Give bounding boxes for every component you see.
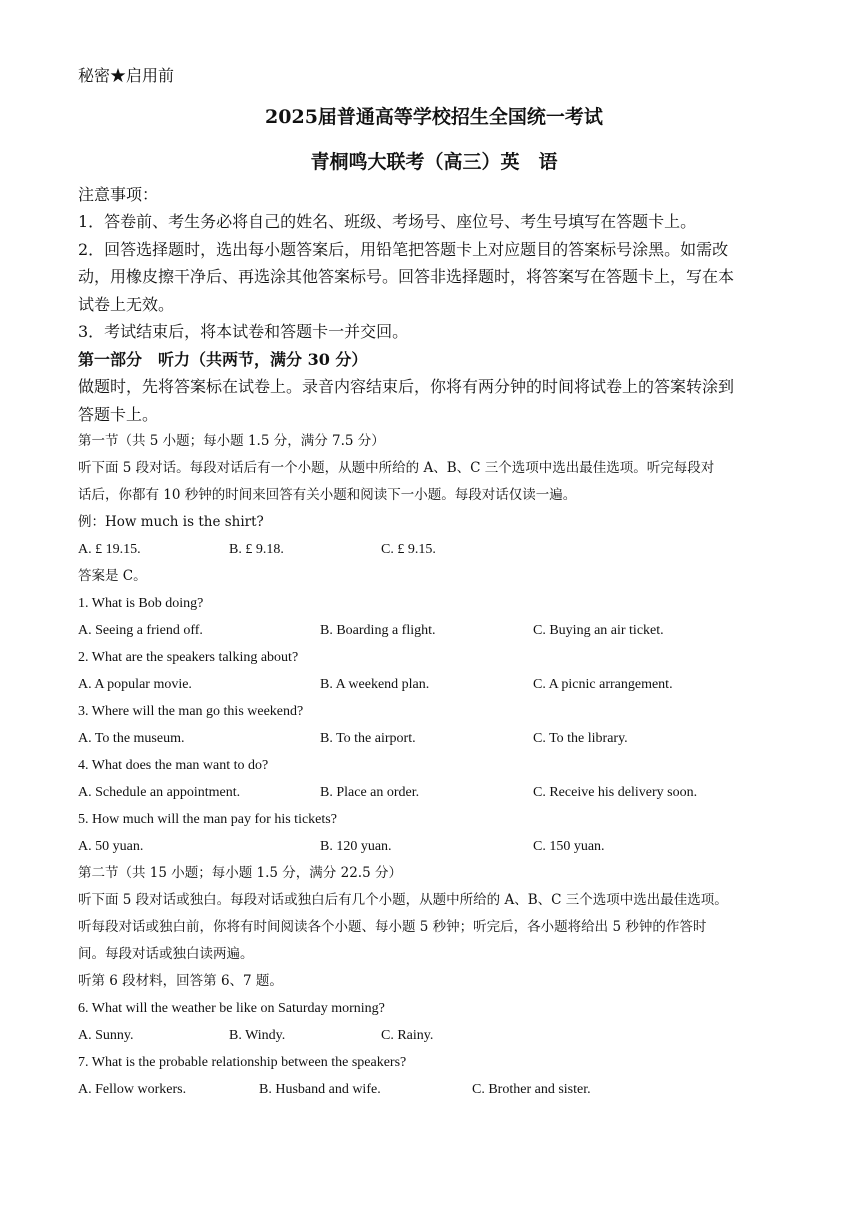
section1-questions [78, 590, 790, 860]
option-c: C. Rainy. [381, 1028, 434, 1043]
option-a: A. To the museum. [78, 731, 185, 746]
question-options [78, 833, 790, 860]
example-option-b: B. £ 9.18. [229, 542, 284, 557]
notes-heading: 注意事项： [78, 184, 159, 204]
section1-instructions-line-1: 听下面 5 段对话。每段对话后有一个小题，从题中所给的 A、B、C 三个选项中选出最佳选项。听完每段对 [78, 460, 715, 476]
question-text: 1. What is Bob doing? [78, 596, 204, 611]
section2-instructions-line-1: 听下面 5 段对话或独白。每段对话或独白后有几个小题，从题中所给的 A、B、C 三个选项中选出最佳选项。 [78, 892, 728, 908]
option-b: B. Husband and wife. [259, 1082, 381, 1097]
option-b: B. A weekend plan. [320, 677, 430, 692]
option-b: B. 120 yuan. [320, 839, 392, 854]
question-text: 4. What does the man want to do? [78, 758, 269, 773]
note-2-line-1: 2．回答选择题时，选出每小题答案后，用铅笔把答题卡上对应题目的答案标号涂黑。如需改 [78, 239, 729, 259]
example-option-a: A. £ 19.15. [78, 542, 141, 557]
option-c: C. Buying an air ticket. [533, 623, 664, 638]
question-text: 7. What is the probable relationship between the speakers? [78, 1055, 407, 1070]
question-options [78, 779, 790, 806]
example-options [78, 536, 790, 563]
note-2-line-2: 动，用橡皮擦干净后、再选涂其他答案标号。回答非选择题时，将答案写在答题卡上，写在本 [78, 267, 735, 286]
option-c: C. A picnic arrangement. [533, 677, 673, 692]
section2-instructions-line-3: 间。每段对话或独白读两遍。 [78, 946, 254, 962]
question-item [78, 806, 790, 860]
part1-heading: 第一部分 听力（共两节，满分 30 分） [78, 349, 368, 369]
exam-page [78, 62, 790, 1103]
part1-intro-line-1: 做题时，先将答案标在试卷上。录音内容结束后，你将有两分钟的时间将试卷上的答案转涂到 [78, 377, 735, 396]
section1-heading: 第一节（共 5 小题；每小题 1.5 分，满分 7.5 分） [78, 433, 385, 449]
section1-instructions-line-2: 话后，你都有 10 秒钟的时间来回答有关小题和阅读下一小题。每段对话仅读一遍。 [78, 487, 577, 503]
option-c: C. Receive his delivery soon. [533, 785, 698, 800]
note-1: 1．答卷前、考生务必将自己的姓名、班级、考场号、座位号、考生号填写在答题卡上。 [78, 212, 697, 231]
section2-questions [78, 995, 790, 1103]
exam-title: 2025届普通高等学校招生全国统一考试 [265, 105, 603, 128]
question-options [78, 671, 790, 698]
question-options [78, 725, 790, 752]
example-option-c: C. £ 9.15. [381, 542, 436, 557]
option-b: B. To the airport. [320, 731, 416, 746]
question-item [78, 1049, 790, 1103]
section2-heading: 第二节（共 15 小题；每小题 1.5 分，满分 22.5 分） [78, 865, 402, 881]
question-text: 3. Where will the man go this weekend? [78, 704, 304, 719]
question-text: 6. What will the weather be like on Saturday morning? [78, 1001, 385, 1016]
option-c: C. 150 yuan. [533, 839, 605, 854]
question-options [78, 1076, 790, 1103]
note-3: 3．考试结束后，将本试卷和答题卡一并交回。 [78, 322, 409, 341]
option-b: B. Place an order. [320, 785, 420, 800]
question-text: 5. How much will the man pay for his tickets? [78, 812, 337, 827]
confidential-label: 秘密★启用前 [78, 66, 175, 85]
question-item [78, 644, 790, 698]
option-a: A. Sunny. [78, 1028, 134, 1043]
exam-subtitle: 青桐鸣大联考（高三）英 语 [310, 150, 558, 173]
option-a: A. Seeing a friend off. [78, 623, 203, 638]
material-6-instruction: 听第 6 段材料，回答第 6、7 题。 [78, 973, 283, 989]
question-text: 2. What are the speakers talking about? [78, 650, 299, 665]
option-b: B. Boarding a flight. [320, 623, 436, 638]
option-c: C. To the library. [533, 731, 628, 746]
question-options [78, 617, 790, 644]
question-item [78, 995, 790, 1049]
part1-intro-line-2: 答题卡上。 [78, 404, 159, 424]
example-answer: 答案是 C。 [78, 568, 147, 584]
option-a: A. A popular movie. [78, 677, 192, 692]
option-a: A. Schedule an appointment. [78, 785, 241, 800]
question-item [78, 752, 790, 806]
question-options [78, 1022, 790, 1049]
option-a: A. 50 yuan. [78, 839, 144, 854]
question-item [78, 698, 790, 752]
note-2-line-3: 试卷上无效。 [78, 294, 175, 314]
example-question: 例：How much is the shirt? [78, 514, 264, 530]
option-b: B. Windy. [229, 1028, 286, 1043]
section2-instructions-line-2: 听每段对话或独白前，你将有时间阅读各个小题、每小题 5 秒钟；听完后，各小题将给出 5 秒钟的作答时 [78, 919, 707, 935]
option-a: A. Fellow workers. [78, 1082, 187, 1097]
question-item [78, 590, 790, 644]
option-c: C. Brother and sister. [472, 1082, 591, 1097]
